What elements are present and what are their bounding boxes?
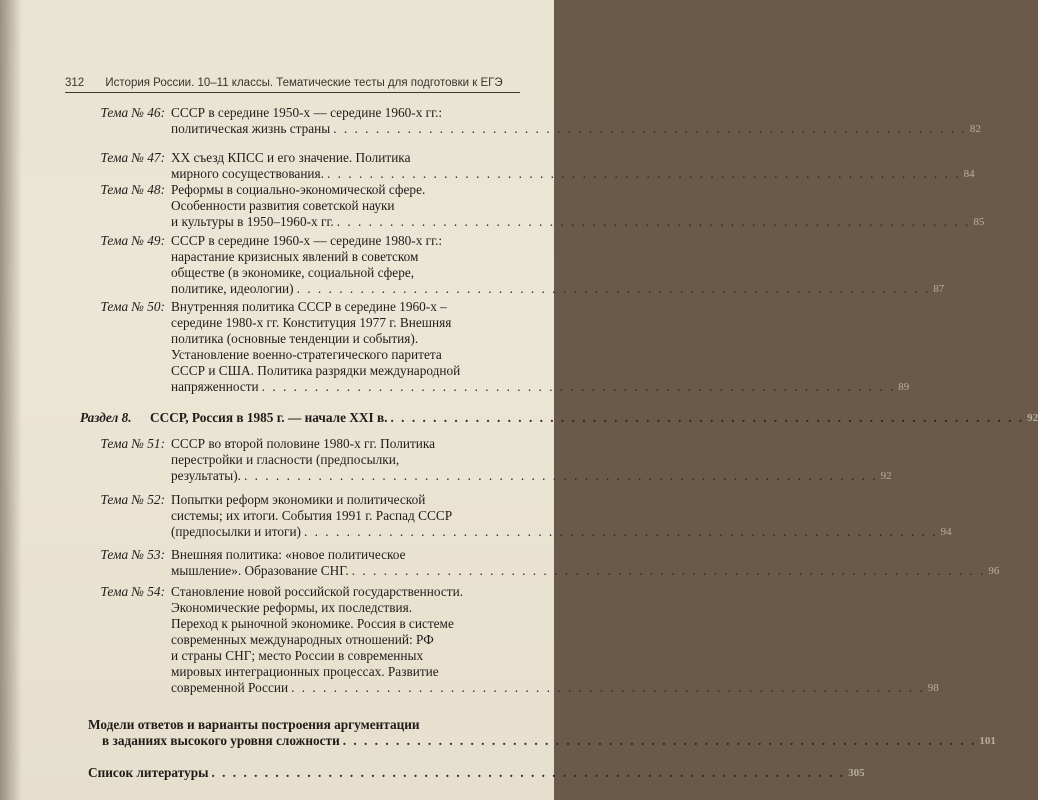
entry-line-text: в заданиях высокого уровня сложности [102, 733, 340, 748]
entry-line: политика (основные тенденции и события). [171, 331, 419, 346]
entry-line [171, 563, 1000, 579]
dot-leader: . . . . . . . . . . . . . . . . . . . . . . . . . . . . . . . . . . . . . . . . . . . . . . . . . . . . . . . . . . . . [304, 524, 938, 539]
topic-label: Тема № 47: [100, 150, 165, 165]
dot-leader: . . . . . . . . . . . . . . . . . . . . . . . . . . . . . . . . . . . . . . . . . . . . . . . . . . . . . . . . . . . . [333, 121, 967, 136]
page-ref: 94 [940, 526, 952, 538]
page-ref: 85 [973, 216, 985, 228]
entry-line: СССР в середине 1960-х — середине 1980-х гг.: [171, 233, 443, 248]
entry-text [171, 105, 981, 137]
entry-text [171, 547, 1000, 579]
topic-label: Тема № 52: [100, 492, 165, 507]
entry-line: перестройки и гласности (предпосылки, [171, 452, 400, 467]
entry-line-text: мышление». Образование СНГ. [171, 563, 349, 578]
topic-label: Тема № 49: [100, 233, 165, 248]
entry-line: СССР в середине 1950-х — середине 1960-х гг.: [171, 105, 443, 120]
entry-text [171, 233, 945, 297]
entry-text [171, 436, 892, 484]
topic-label: Тема № 50: [100, 299, 165, 314]
entry-line: Переход к рыночной экономике. Россия в системе [171, 616, 454, 631]
page-gutter-shadow [0, 0, 22, 800]
entry-line: Становление новой российской государственности. [171, 584, 464, 599]
entry-text [88, 717, 996, 749]
entry-line [171, 524, 952, 540]
entry-line [171, 166, 975, 182]
entry-line: Внешняя политика: «новое политическое [171, 547, 406, 562]
entry-line [171, 281, 945, 297]
entry-line-text: политике, идеологии) [171, 281, 294, 296]
entry-line-text: политическая жизнь страны [171, 121, 331, 136]
entry-line [88, 765, 865, 781]
entry-line: СССР во второй половине 1980-х гг. Политика [171, 436, 436, 451]
entry-line: Внутренняя политика СССР в середине 1960-х – [171, 299, 447, 314]
entry-line-text: СССР, Россия в 1985 г. — начале XXI в. [150, 410, 388, 425]
dot-leader: . . . . . . . . . . . . . . . . . . . . . . . . . . . . . . . . . . . . . . . . . . . . . . . . . . . . . . . . . . . . [390, 410, 1025, 425]
entry-text [171, 150, 975, 182]
dot-leader: . . . . . . . . . . . . . . . . . . . . . . . . . . . . . . . . . . . . . . . . . . . . . . . . . . . . . . . . . . . . [342, 733, 977, 748]
entry-line-text: Список литературы [88, 765, 209, 780]
page-ref: 98 [927, 682, 939, 694]
entry-line-text: (предпосылки и итоги) [171, 524, 301, 539]
entry-line [150, 410, 1038, 426]
entry-line: СССР и США. Политика разрядки международной [171, 363, 461, 378]
page-ref: 84 [963, 168, 975, 180]
running-header [65, 77, 520, 93]
topic-label: Тема № 46: [100, 105, 165, 120]
dot-leader: . . . . . . . . . . . . . . . . . . . . . . . . . . . . . . . . . . . . . . . . . . . . . . . . . . . . . . . . . . . . [296, 281, 931, 296]
page-number: 312 [65, 77, 85, 89]
page-ref: 92 [1027, 412, 1038, 424]
page-ref: 101 [979, 735, 996, 747]
entry-text [88, 765, 865, 781]
page-ref: 305 [848, 767, 865, 779]
entry-line [171, 214, 985, 230]
entry-line-text: и культуры в 1950–1960-х гг. [171, 214, 334, 229]
dot-leader: . . . . . . . . . . . . . . . . . . . . . . . . . . . . . . . . . . . . . . . . . . . . . . . . . . . . . . . . . . . . [261, 379, 896, 394]
entry-line: нарастание кризисных явлений в советском [171, 249, 419, 264]
running-title: История России. 10–11 классы. Тематические тесты для подготовки к ЕГЭ [105, 77, 503, 89]
entry-line-text: результаты). [171, 468, 241, 483]
dot-leader: . . . . . . . . . . . . . . . . . . . . . . . . . . . . . . . . . . . . . . . . . . . . . . . . . . . . . . . . . . . . [211, 765, 846, 780]
topic-label: Тема № 48: [100, 182, 165, 197]
page-ref: 96 [988, 565, 1000, 577]
entry-line: XX съезд КПСС и его значение. Политика [171, 150, 411, 165]
entry-line: Попытки реформ экономики и политической [171, 492, 426, 507]
dot-leader: . . . . . . . . . . . . . . . . . . . . . . . . . . . . . . . . . . . . . . . . . . . . . . . . . . . . . . . . . . . . [336, 214, 971, 229]
entry-text [171, 492, 952, 540]
entry-line: мировых интеграционных процессах. Развитие [171, 664, 439, 679]
dot-leader: . . . . . . . . . . . . . . . . . . . . . . . . . . . . . . . . . . . . . . . . . . . . . . . . . . . . . . . . . . . . [243, 468, 878, 483]
page-ref: 82 [969, 123, 981, 135]
entry-line [88, 733, 996, 749]
entry-line-text: мирного сосуществования. [171, 166, 324, 181]
entry-text [171, 299, 910, 395]
entry-line: середине 1980-х гг. Конституция 1977 г. Внешняя [171, 315, 452, 330]
entry-line-text: современной России [171, 680, 289, 695]
dot-leader: . . . . . . . . . . . . . . . . . . . . . . . . . . . . . . . . . . . . . . . . . . . . . . . . . . . . . . . . . . . . [327, 166, 961, 181]
entry-line: Установление военно-стратегического паритета [171, 347, 442, 362]
entry-text [171, 182, 985, 230]
entry-line: современных международных отношений: РФ [171, 632, 434, 647]
topic-label: Тема № 54: [100, 584, 165, 599]
entry-line-text: напряженности [171, 379, 259, 394]
page-ref: 92 [880, 470, 892, 482]
entry-line: обществе (в экономике, социальной сфере, [171, 265, 415, 280]
entry-line: Модели ответов и варианты построения аргументации [88, 717, 420, 732]
entry-line [171, 121, 981, 137]
entry-line: системы; их итоги. События 1991 г. Распад СССР [171, 508, 453, 523]
dot-leader: . . . . . . . . . . . . . . . . . . . . . . . . . . . . . . . . . . . . . . . . . . . . . . . . . . . . . . . . . . . . [351, 563, 986, 578]
section-label: Раздел 8. [80, 410, 132, 425]
entry-line [171, 680, 939, 696]
dot-leader: . . . . . . . . . . . . . . . . . . . . . . . . . . . . . . . . . . . . . . . . . . . . . . . . . . . . . . . . . . . . [291, 680, 925, 695]
topic-label: Тема № 53: [100, 547, 165, 562]
entry-line: Экономические реформы, их последствия. [171, 600, 413, 615]
topic-label: Тема № 51: [100, 436, 165, 451]
entry-line: и страны СНГ; место России в современных [171, 648, 424, 663]
entry-line [171, 468, 892, 484]
page-ref: 89 [898, 381, 910, 393]
entry-line: Реформы в социально-экономической сфере. [171, 182, 426, 197]
entry-text [171, 584, 939, 696]
entry-line [171, 379, 910, 395]
entry-line: Особенности развития советской науки [171, 198, 395, 213]
page-ref: 87 [933, 283, 945, 295]
entry-text [150, 410, 1038, 426]
